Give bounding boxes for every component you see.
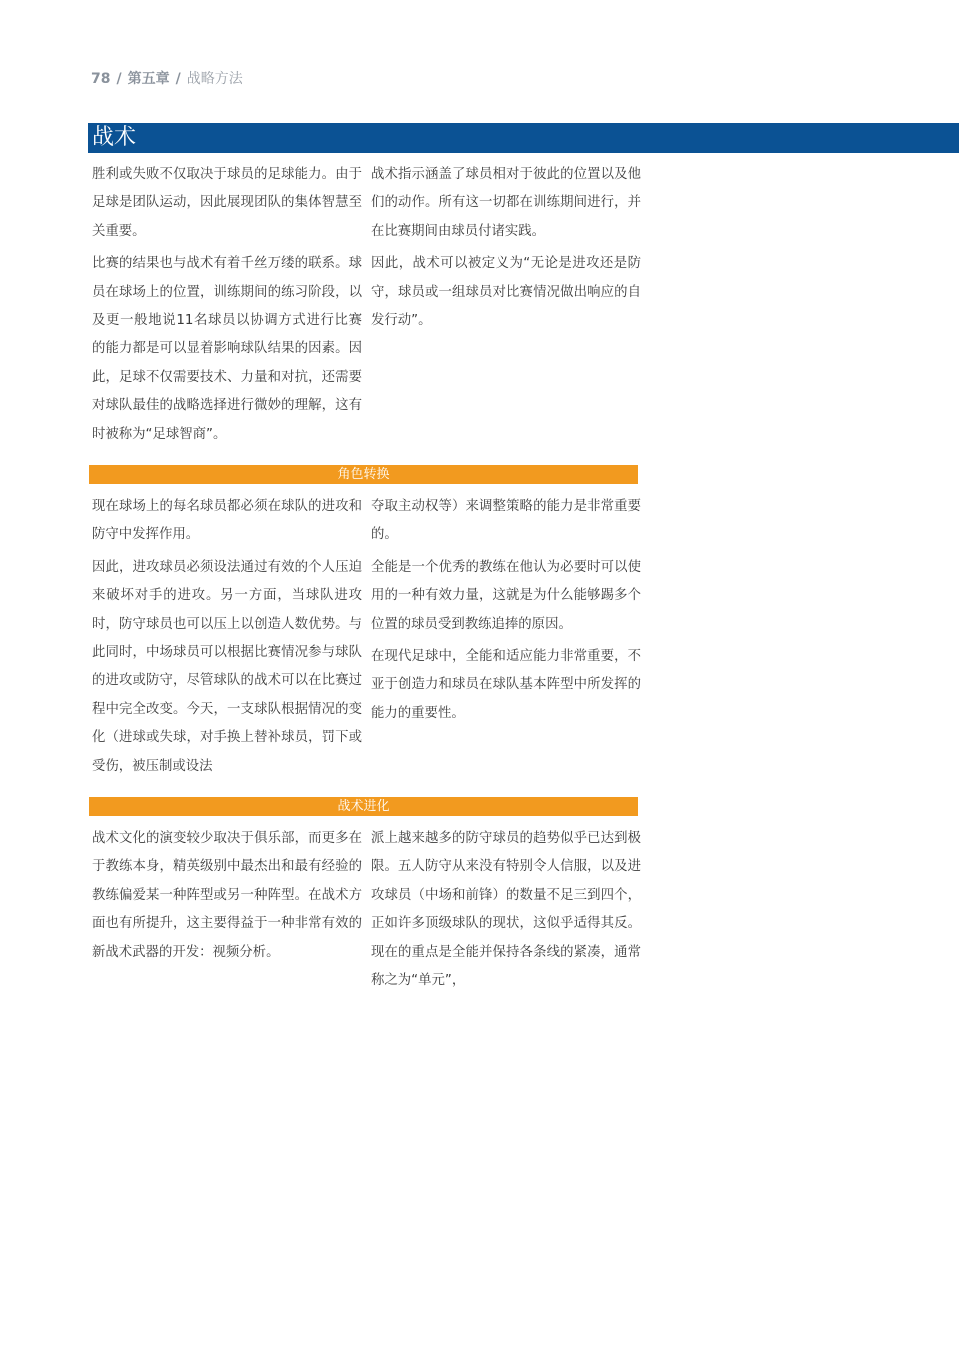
paragraph: 比赛的结果也与战术有着千丝万缕的联系。球员在球场上的位置，训练期间的练习阶段，以及更一般地说11名球员以协调方式进行比赛的能力都是可以显着影响球队结果的因素。因此，足球不仅需要技术、力量和对抗，还需要对球队最佳的战略选择进行微妙的理解，这有时被称为“足球智商”。 [92, 256, 362, 442]
paragraph: 在现代足球中，全能和适应能力非常重要，不亚于创造力和球员在球队基本阵型中所发挥的能力的重要性。 [371, 649, 641, 721]
paragraph: 因此，进攻球员必须设法通过有效的个人压迫来破坏对手的进攻。另一方面，当球队进攻时，防守球员也可以压上以创造人数优势。与此同时，中场球员可以根据比赛情况参与球队的进攻或防守，尽管球队的战术可以在比赛过程中完全改变。今天，一支球队根据情况的变化（进球或失球，对手换上替补球员，罚下或受伤，被压制或设法 [92, 559, 362, 774]
left-column-tactical-evolution [92, 825, 362, 967]
paragraph: 战术指示涵盖了球员相对于彼此的位置以及他们的动作。所有这一切都在训练期间进行，并在比赛期间由球员付诸实践。 [371, 167, 641, 239]
page-number: 78 [91, 71, 111, 87]
page-title: 战术 [92, 125, 137, 150]
paragraph: 夺取主动权等）来调整策略的能力是非常重要的。 [371, 499, 641, 543]
chapter-label: 第五章 [127, 71, 170, 87]
separator: / [116, 71, 122, 87]
right-column-tactical-evolution [371, 825, 641, 995]
right-column-intro [371, 161, 641, 335]
left-column-intro [92, 161, 362, 449]
left-column-role-switch [92, 493, 362, 781]
subheading-role-switch [89, 465, 638, 484]
subheading-text: 角色转换 [337, 467, 390, 482]
paragraph: 全能是一个优秀的教练在他认为必要时可以使用的一种有效力量，这就是为什么能够踢多个位置的球员受到教练追捧的原因。 [371, 559, 641, 632]
paragraph: 胜利或失败不仅取决于球员的足球能力。由于足球是团队运动，因此展现团队的集体智慧至关重要。 [92, 167, 362, 239]
separator: / [175, 71, 181, 87]
paragraph: 因此，战术可以被定义为“无论是进攻还是防守，球员或一组球员对比赛情况做出响应的自发行动”。 [371, 256, 641, 329]
right-column-role-switch [371, 493, 641, 728]
running-head [91, 68, 243, 88]
paragraph: 战术文化的演变较少取决于俱乐部，而更多在于教练本身，精英级别中最杰出和最有经验的教练偏爱某一种阵型或另一种阵型。在战术方面也有所提升，这主要得益于一种非常有效的新战术武器的开发：视频分析。 [92, 831, 362, 960]
title-bar [88, 123, 959, 153]
section-label: 战略方法 [186, 71, 243, 87]
subheading-text: 战术进化 [337, 799, 390, 814]
paragraph: 派上越来越多的防守球员的趋势似乎已达到极限。五人防守从来没有特别令人信服，以及进攻球员（中场和前锋）的数量不足三到四个，正如许多顶级球队的现状，这似乎适得其反。现在的重点是全能并保持各条线的紧凑，通常称之为“单元”， [371, 831, 641, 989]
paragraph: 现在球场上的每名球员都必须在球队的进攻和防守中发挥作用。 [92, 499, 362, 543]
subheading-tactical-evolution [89, 797, 638, 816]
